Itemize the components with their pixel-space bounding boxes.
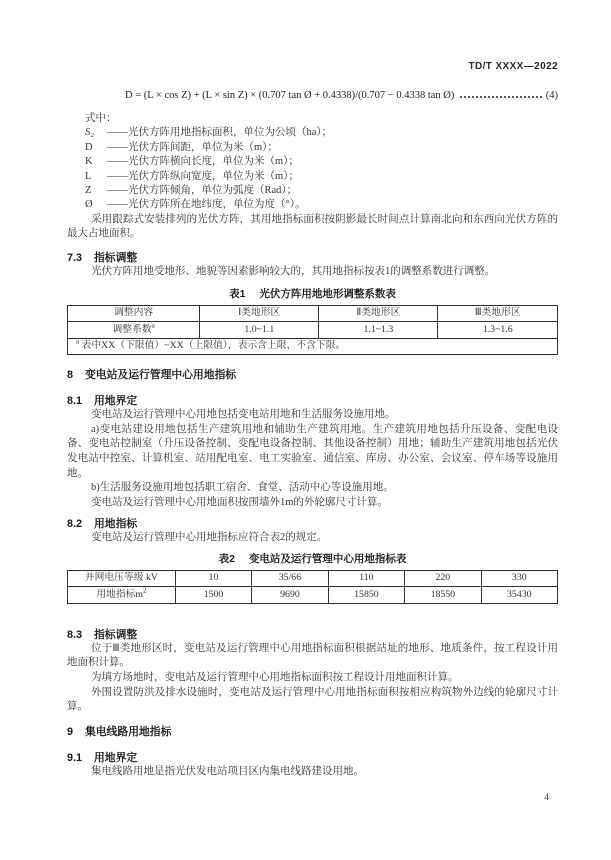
table-substation-land-index [67,570,558,604]
paragraph-8-3-1: 位于Ⅲ类地形区时，变电站及运行管理中心用地指标面积根据站址的地形、地质条件，按工程设计用地面积计算。 [67,642,558,669]
where-label: 式中： [85,113,117,124]
table-row [68,587,558,604]
section-title: 指标调整 [94,628,138,641]
section-number: 8 [67,369,74,382]
definition-item [85,198,558,212]
section-number: 8.1 [67,395,83,408]
section-title: 指标调整 [94,252,138,265]
page-number: 4 [544,793,549,803]
table-cell: Ⅱ类地形区 [319,305,438,322]
variable-description: ——光伏方阵间距，单位为米（m）； [107,141,278,153]
table-cell: 1.3~1.6 [438,322,558,339]
table-footnote: $^a$ 表中XX（下限值）~XX（上限值），表示含上限，不含下限。 [68,338,558,355]
table-cell: 调整系数$^a$ [68,322,200,339]
table-cell: 220 [405,570,481,587]
table-cell: 18550 [405,587,481,604]
table-cell: 1.1~1.3 [319,322,438,339]
section-heading-8-1 [67,394,558,408]
table-caption-label: 表1 [229,287,246,300]
paragraph-8-3-2: 为填方场地时，变电站及运行管理中心用地指标面积按工程设计用地面积计算。 [91,672,459,684]
paragraph-8-1-intro: 变电站及运行管理中心用地包括变电站用地和生活服务设施用地。 [91,409,396,421]
table-2-caption [67,552,558,566]
variable-description: ——光伏方阵所在地纬度，单位为度（°）。 [107,199,306,211]
formula-leader-dots [460,96,541,98]
section-heading-8 [67,368,558,382]
paragraph-7-3: 光伏方阵用地受地形、地貌等因素影响较大的，其用地指标按表1的调整系数进行调整。 [91,266,496,278]
section-number: 9 [67,725,74,738]
section-number: 8.2 [67,518,83,531]
paragraph-8-2: 变电站及运行管理中心用地指标应符合表2的规定。 [91,532,328,544]
table-row [68,570,558,587]
table-row [68,322,558,339]
table-caption-label: 表2 [218,552,235,565]
section-title: 用地界定 [94,751,138,764]
section-title: 集电线路用地指标 [85,725,172,738]
formula-4 [67,89,558,103]
variable-symbol: S₂ [85,127,94,139]
table-terrain-adjustment [67,305,558,356]
variable-definition-list [67,126,558,212]
definition-item [85,184,558,198]
section-title: 变电站及运行管理中心用地指标 [85,369,237,382]
paragraph-tracking-note: 采用跟踪式安装排列的光伏方阵，其用地指标面积按阴影最长时间点计算南北向和东西向光伏方阵的最大占地面积。 [67,213,558,240]
section-heading-9 [67,725,558,739]
definition-item [85,126,558,140]
table-caption-title: 光伏方阵用地地形调整系数表 [259,287,396,300]
variable-description: ——光伏方阵横向长度，单位为米（m）； [107,156,299,168]
definition-item [85,170,558,184]
table-1-caption [67,287,558,301]
table-cell: 110 [328,570,404,587]
variable-symbol: D [85,141,93,153]
section-number: 8.3 [67,628,83,641]
table-cell: 1500 [175,587,251,604]
document-code: TD/T XXXX—2022 [468,61,558,72]
table-cell: 用地指标$m^2$ [68,587,176,604]
variable-description: ——光伏方阵倾角，单位为弧度（Rad）； [107,185,298,197]
table-cell: 1.0~1.1 [200,322,319,339]
section-number: 7.3 [67,252,83,265]
table-cell: 330 [481,570,557,587]
variable-description: ——光伏方阵纵向宽度，单位为米（m）； [107,170,299,182]
table-cell: 10 [175,570,251,587]
variable-symbol: K [85,156,93,168]
table-cell: 15850 [328,587,404,604]
section-heading-9-1 [67,751,558,765]
table-cell: 9690 [252,587,328,604]
table-cell: Ⅰ类地形区 [200,305,319,322]
variable-symbol: Z [85,185,92,197]
section-heading-7-3 [67,251,558,265]
variable-symbol: Ø [85,199,93,211]
variable-description: ——光伏方阵用地指标面积，单位为公顷（ha）； [107,127,333,139]
section-title: 用地界定 [94,395,138,408]
definition-item [85,141,558,155]
table-cell: 调整内容 [68,305,200,322]
table-cell: 35/66 [252,570,328,587]
section-title: 用地指标 [94,518,138,531]
table-caption-title: 变电站及运行管理中心用地指标表 [248,552,407,565]
paragraph-8-1-a: a)变电站建设用地包括生产建筑用地和辅助生产建筑用地。生产建筑用地包括升压设备、变配电设备、变电站控制室（升压设备控制、变配电设备控制、其他设备控制）用地；辅助生产建筑用地包括光伏发电站中控室、计算机室、站用配电室、电工实验室、通信室、库房、办公室、会议室、停车场等设施用地。 [67,423,558,479]
table-footnote-row [68,338,558,355]
section-heading-8-2 [67,517,558,531]
paragraph-8-3-3: 外围设置防洪及排水设施时，变电站及运行管理中心用地指标面积按相应构筑物外边线的轮廓尺寸计算。 [67,686,558,713]
table-cell: 35430 [481,587,557,604]
section-heading-8-3 [67,628,558,642]
paragraph-9-1: 集电线路用地是指光伏发电站项目区内集电线路建设用地。 [91,765,364,777]
formula-expression: D = (L × cos Z) + (L × sin Z) × (0.707 tan Ø + 0.4338)/(0.707 − 0.4338 tan Ø) [125,90,455,101]
table-row [68,305,558,322]
formula-number: (4) [545,90,558,101]
paragraph-8-1-wall: 变电站及运行管理中心用地面积按围墙外1m的外轮廓尺寸计算。 [91,496,388,508]
section-number: 9.1 [67,751,83,764]
definition-item [85,155,558,169]
table-cell: Ⅲ类地形区 [438,305,558,322]
variable-symbol: L [85,170,92,182]
table-cell: 并网电压等级 kV [68,570,176,587]
paragraph-8-1-b: b)生活服务设施用地包括职工宿舍、食堂、活动中心等设施用地。 [91,482,394,494]
